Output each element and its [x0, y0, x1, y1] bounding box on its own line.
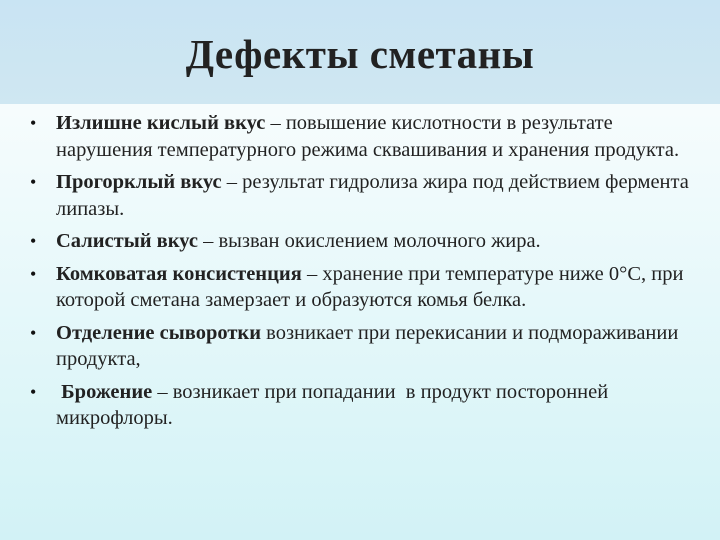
list-item-fermentation [30, 379, 700, 432]
bullet-icon: • [30, 381, 37, 402]
item-description: – возникает при попадании в продукт посторонней микрофлоры. [56, 380, 614, 429]
list-item-lumpy-consistency [30, 261, 700, 314]
list-item-sour-taste [30, 110, 700, 163]
item-term: Брожение [56, 380, 153, 403]
item-term: Салистый вкус [56, 230, 198, 252]
item-description: – хранение при температуре ниже 0°С, при которой сметана замерзает и образуются комья белка. [56, 262, 684, 311]
item-description: – повышение кислотности в результате нарушения температурного режима сквашивания и хранения продукта. [56, 112, 680, 161]
item-term: Прогорклый вкус [56, 171, 222, 193]
list-item-rancid-taste [30, 169, 700, 222]
list-item-tallowy-taste [30, 228, 700, 255]
item-term: Комковатая консистенция [56, 262, 302, 285]
bullet-icon: • [30, 113, 37, 133]
defects-list [30, 110, 700, 438]
item-description: возникает при перекисании и подмораживании продукта, [56, 321, 679, 370]
item-term: Отделение сыворотки [56, 321, 262, 344]
title-banner [0, 0, 720, 104]
item-description: – результат гидролиза жира под действием фермента липазы. [56, 171, 689, 220]
slide-title: Дефекты сметаны [185, 31, 535, 77]
bullet-icon: • [30, 231, 37, 251]
item-term: Излишне кислый вкус [56, 112, 266, 134]
bullet-icon: • [30, 263, 37, 284]
bullet-icon: • [30, 322, 37, 343]
bullet-icon: • [30, 172, 37, 192]
list-item-whey-separation [30, 320, 700, 373]
item-description: – вызван окислением молочного жира. [197, 230, 541, 252]
